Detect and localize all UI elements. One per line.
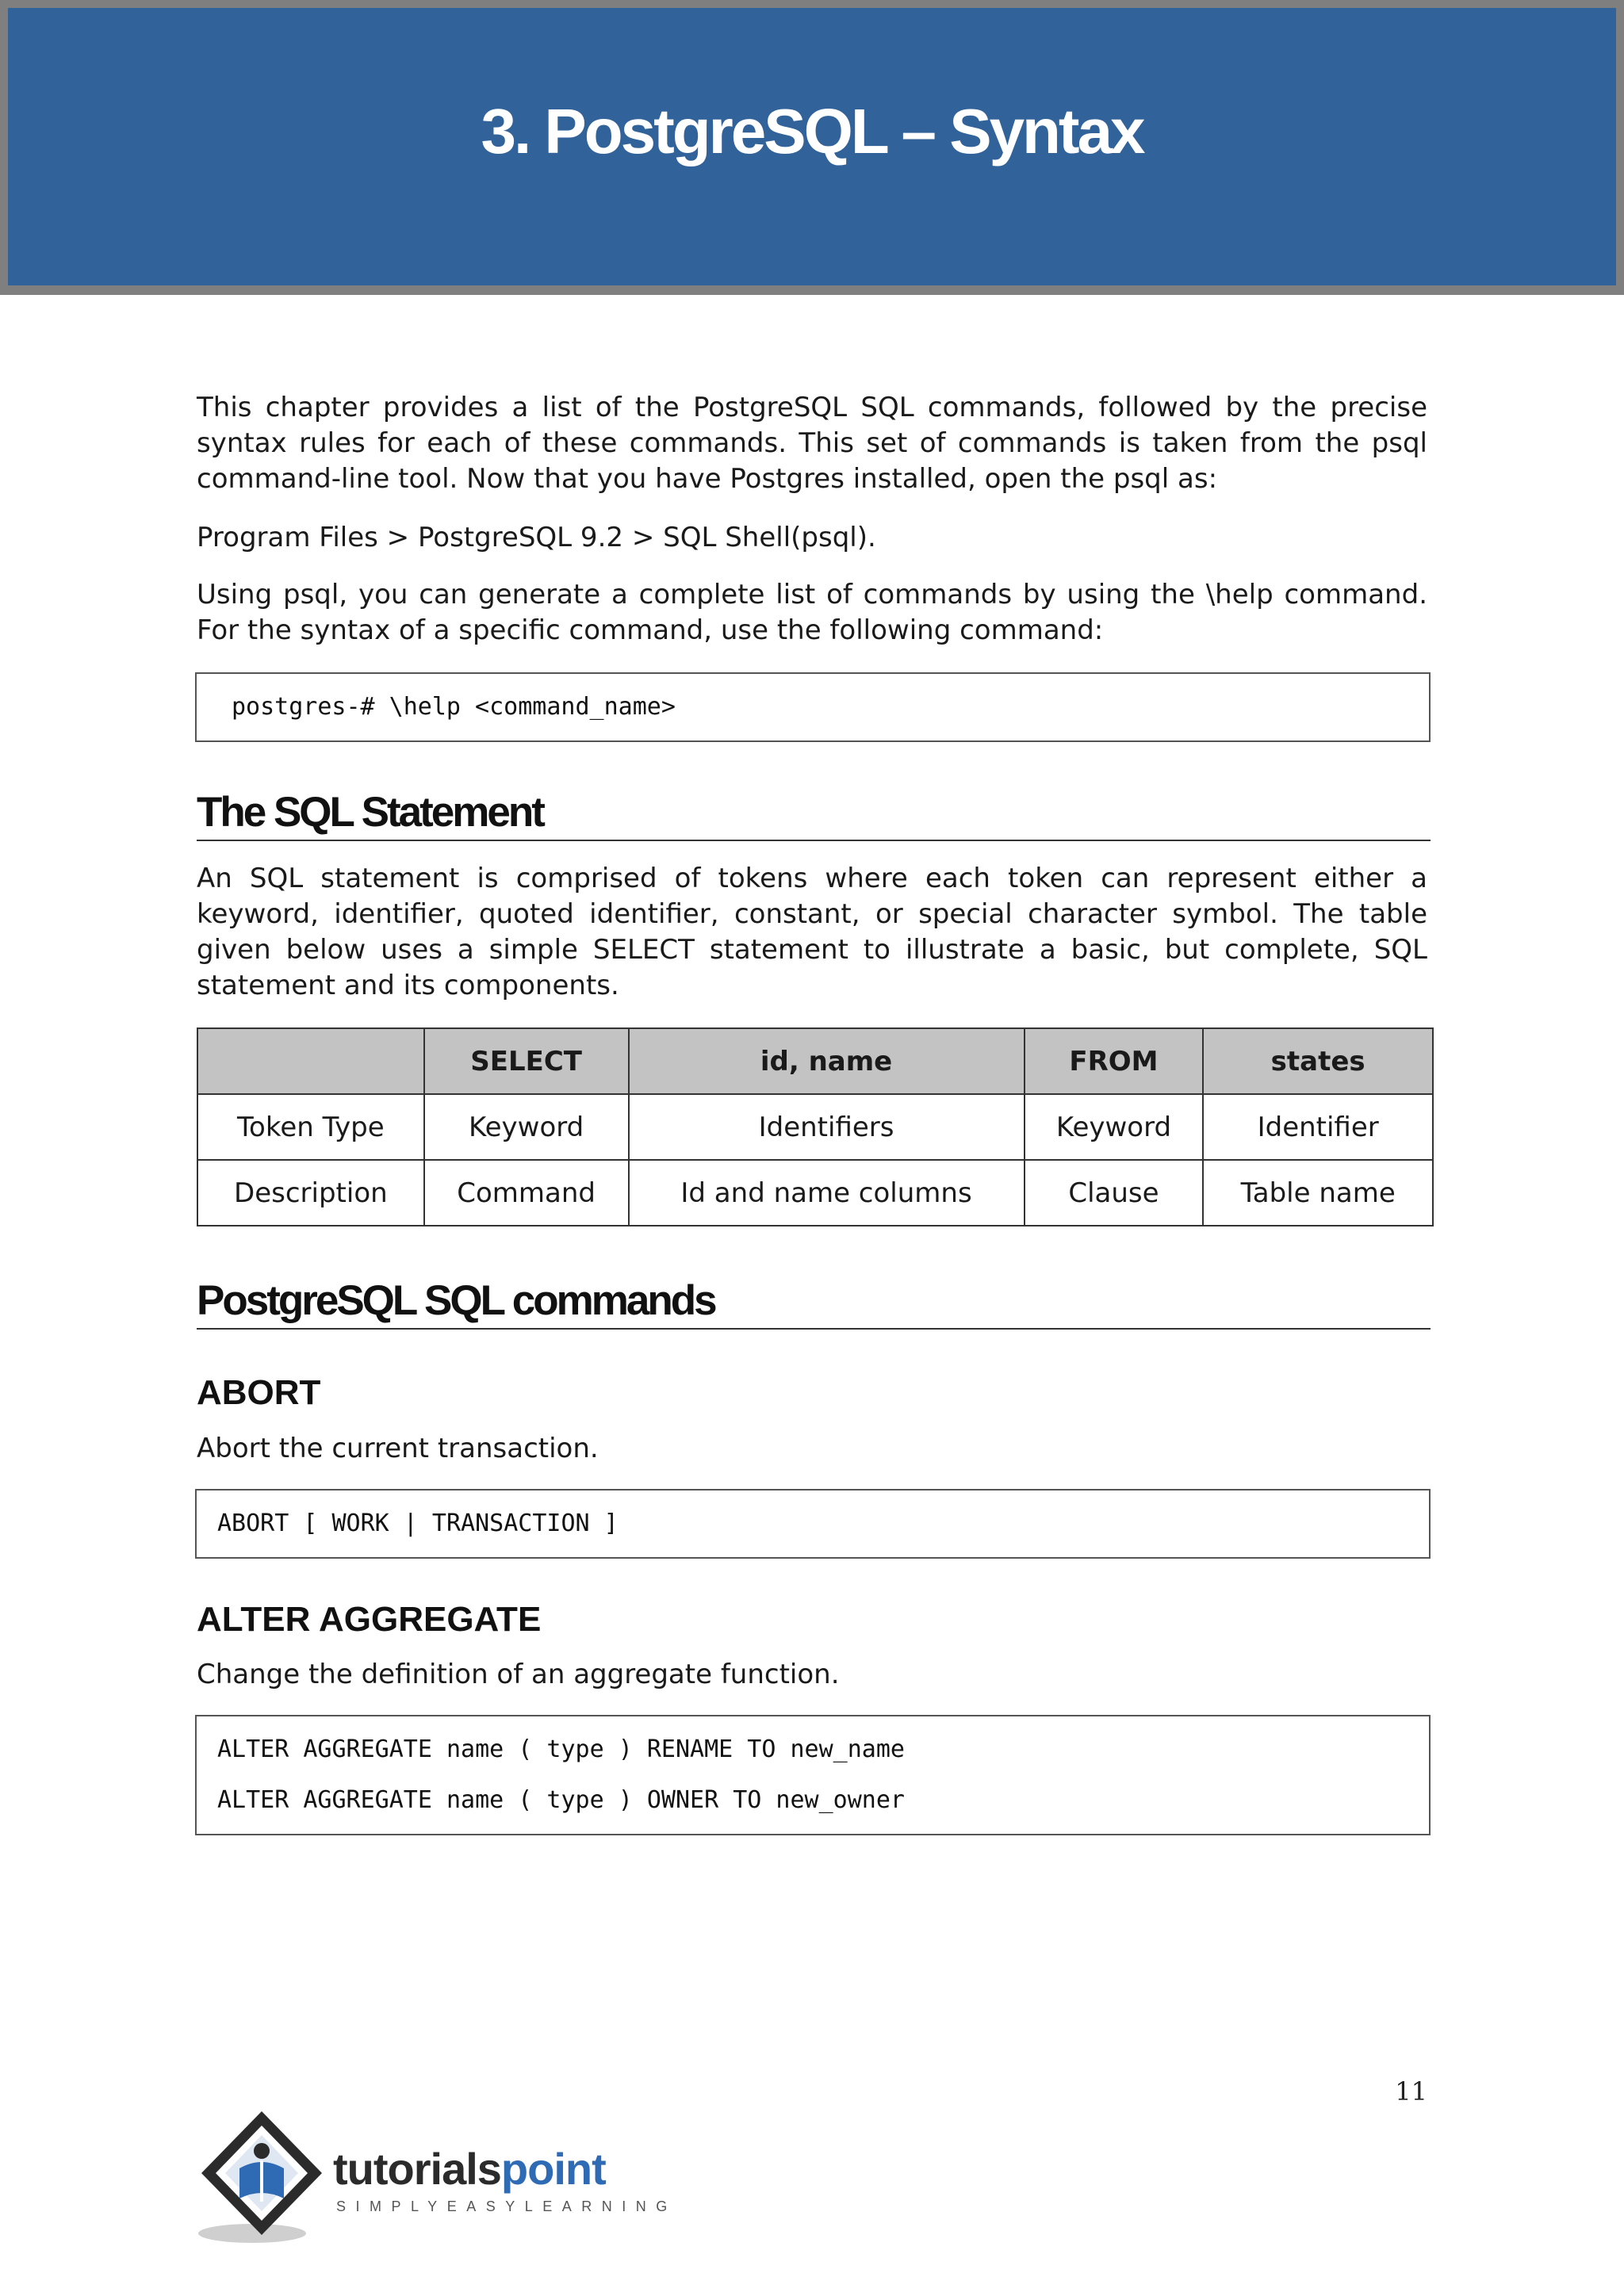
intro-paragraph-1-wrap (197, 390, 1427, 497)
abort-code-box (195, 1489, 1431, 1559)
intro-paragraph-1: This chapter provides a list of the PostgreSQL SQL commands, followed by the precise syntax rules for each of these commands. This set of commands is taken from the psql command-line tool. Now that you have Postgres installed, open the psql as: (197, 392, 1427, 495)
command-description: Abort the current transaction. (197, 1433, 599, 1464)
logo-diamond-icon (190, 2105, 333, 2248)
chapter-title: 3. PostgreSQL – Syntax (481, 96, 1143, 166)
table-header-cell: SELECT (424, 1028, 629, 1094)
table-header-cell: states (1203, 1028, 1433, 1094)
abort-description-wrap (197, 1431, 1427, 1467)
table-row (197, 1160, 1433, 1226)
code-line: ABORT [ WORK | TRANSACTION ] (217, 1510, 619, 1537)
table-header-cell: id, name (629, 1028, 1025, 1094)
code-line: ALTER AGGREGATE name ( type ) OWNER TO new_owner (217, 1786, 905, 1814)
logo-wordmark-part-2: point (500, 2144, 606, 2194)
intro-paragraph-2: Program Files > PostgreSQL 9.2 > SQL Shell(psql). (197, 522, 876, 553)
logo-tagline: SIMPLYEASYLEARNING (336, 2198, 677, 2214)
chapter-banner (0, 0, 1624, 295)
page-number: 11 (1395, 2076, 1427, 2107)
code-line: postgres-# \help <command_name> (232, 693, 676, 721)
table-cell: Id and name columns (629, 1160, 1025, 1226)
sql-statement-paragraph: An SQL statement is comprised of tokens where each token can represent either a keyword, identifier, quoted identifier, constant, or special character symbol. The table given below uses a simple SELECT statement to illustrate a basic, but complete, SQL statement and its components. (197, 863, 1427, 1001)
intro-paragraph-3-wrap (197, 577, 1427, 649)
table-header-cell: FROM (1025, 1028, 1204, 1094)
table-cell: Keyword (424, 1094, 629, 1160)
command-heading-alter-aggregate: ALTER AGGREGATE (197, 1600, 542, 1639)
command-description: Change the definition of an aggregate function. (197, 1659, 840, 1690)
table-cell: Table name (1203, 1160, 1433, 1226)
token-table (197, 1027, 1434, 1226)
alter-aggregate-description-wrap (197, 1657, 1427, 1693)
logo-wordmark-part-1: tutorials (333, 2144, 501, 2194)
code-line: ALTER AGGREGATE name ( type ) RENAME TO new_name (217, 1735, 905, 1763)
table-cell: Token Type (197, 1094, 424, 1160)
alter-aggregate-code-box (195, 1715, 1431, 1835)
table-header-row (197, 1028, 1433, 1094)
table-cell: Command (424, 1160, 629, 1226)
table-cell: Description (197, 1160, 424, 1226)
sql-statement-paragraph-wrap (197, 861, 1427, 1004)
section-heading-sql-statement: The SQL Statement (197, 788, 1431, 841)
table-cell: Identifier (1203, 1094, 1433, 1160)
table-cell: Keyword (1025, 1094, 1204, 1160)
table-header-cell (197, 1028, 424, 1094)
intro-paragraph-2-wrap (197, 520, 1427, 556)
section-heading-sql-commands: PostgreSQL SQL commands (197, 1276, 1431, 1330)
tutorialspoint-logo (190, 2105, 682, 2248)
table-cell: Identifiers (629, 1094, 1025, 1160)
help-command-code-box (195, 672, 1431, 742)
command-heading-abort: ABORT (197, 1373, 321, 1412)
table-row (197, 1094, 1433, 1160)
intro-paragraph-3: Using psql, you can generate a complete list of commands by using the \help command. For the syntax of a specific command, use the following command: (197, 579, 1427, 646)
logo-wordmark (333, 2143, 606, 2195)
table-cell: Clause (1025, 1160, 1204, 1226)
